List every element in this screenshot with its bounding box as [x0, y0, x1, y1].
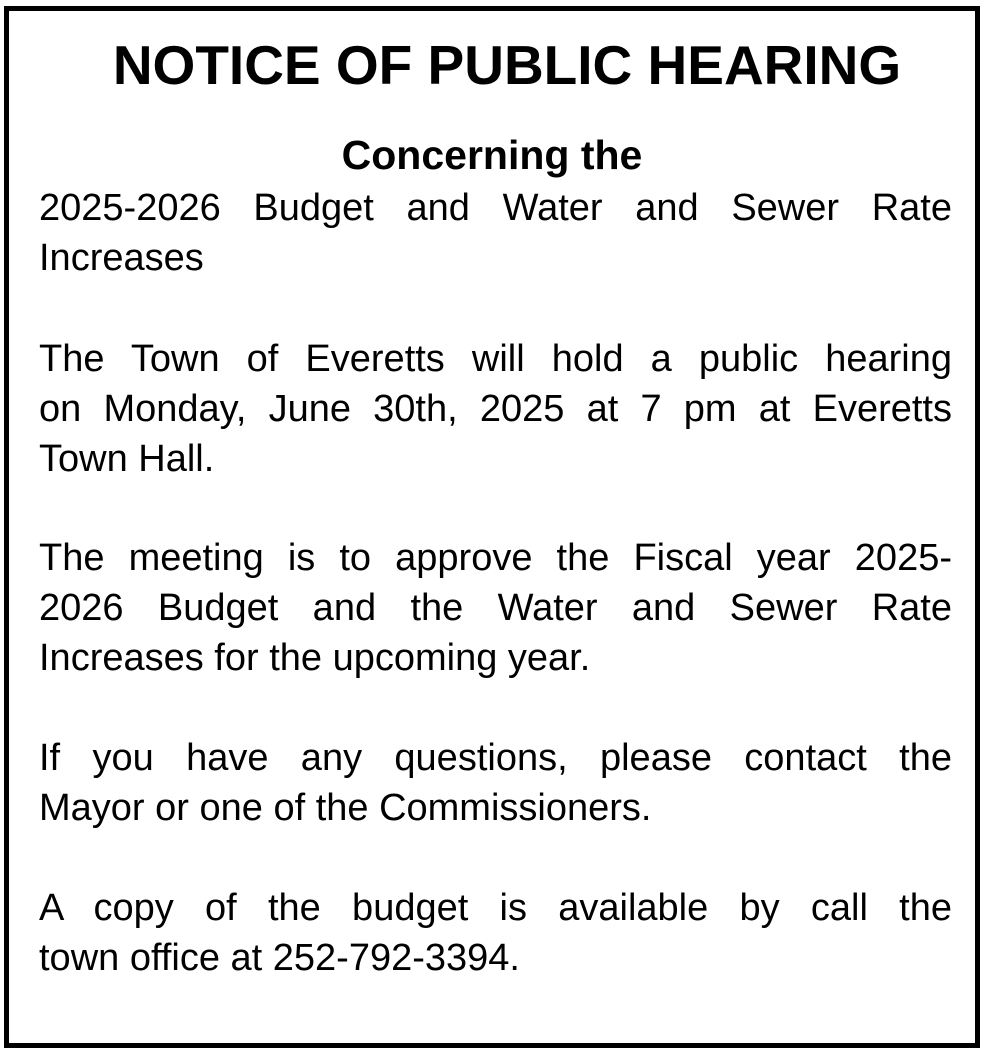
notice-subtitle: Concerning the [341, 132, 643, 178]
hearing-details-line-1: The Town of Everetts will hold a public hearing [39, 338, 952, 380]
meeting-purpose-paragraph [39, 533, 952, 683]
meeting-purpose-line-1: The meeting is to approve the Fiscal year 2025- [39, 537, 952, 579]
hearing-details-line-3: Town Hall. [39, 438, 215, 480]
budget-copy-line-1: A copy of the budget is available by call the [39, 887, 952, 929]
questions-paragraph [39, 733, 952, 833]
hearing-details-line-2: on Monday, June 30th, 2025 at 7 pm at Everetts [39, 388, 952, 430]
questions-line-2: Mayor or one of the Commissioners. [39, 787, 652, 829]
meeting-purpose-line-2: 2026 Budget and the Water and Sewer Rate [39, 587, 952, 629]
budget-copy-line-2: town office at 252-792-3394. [39, 937, 520, 979]
budget-rate-paragraph [39, 183, 952, 283]
meeting-purpose-line-3: Increases for the upcoming year. [39, 637, 591, 679]
budget-copy-paragraph [39, 883, 952, 983]
budget-rate-line-1: 2025-2026 Budget and Water and Sewer Rate [39, 187, 952, 229]
notice-title: NOTICE OF PUBLIC HEARING [112, 34, 902, 96]
questions-line-1: If you have any questions, please contact the [39, 737, 952, 779]
public-hearing-notice [4, 6, 980, 1048]
budget-rate-line-2: Increases [39, 237, 204, 279]
hearing-details-paragraph [39, 334, 952, 484]
